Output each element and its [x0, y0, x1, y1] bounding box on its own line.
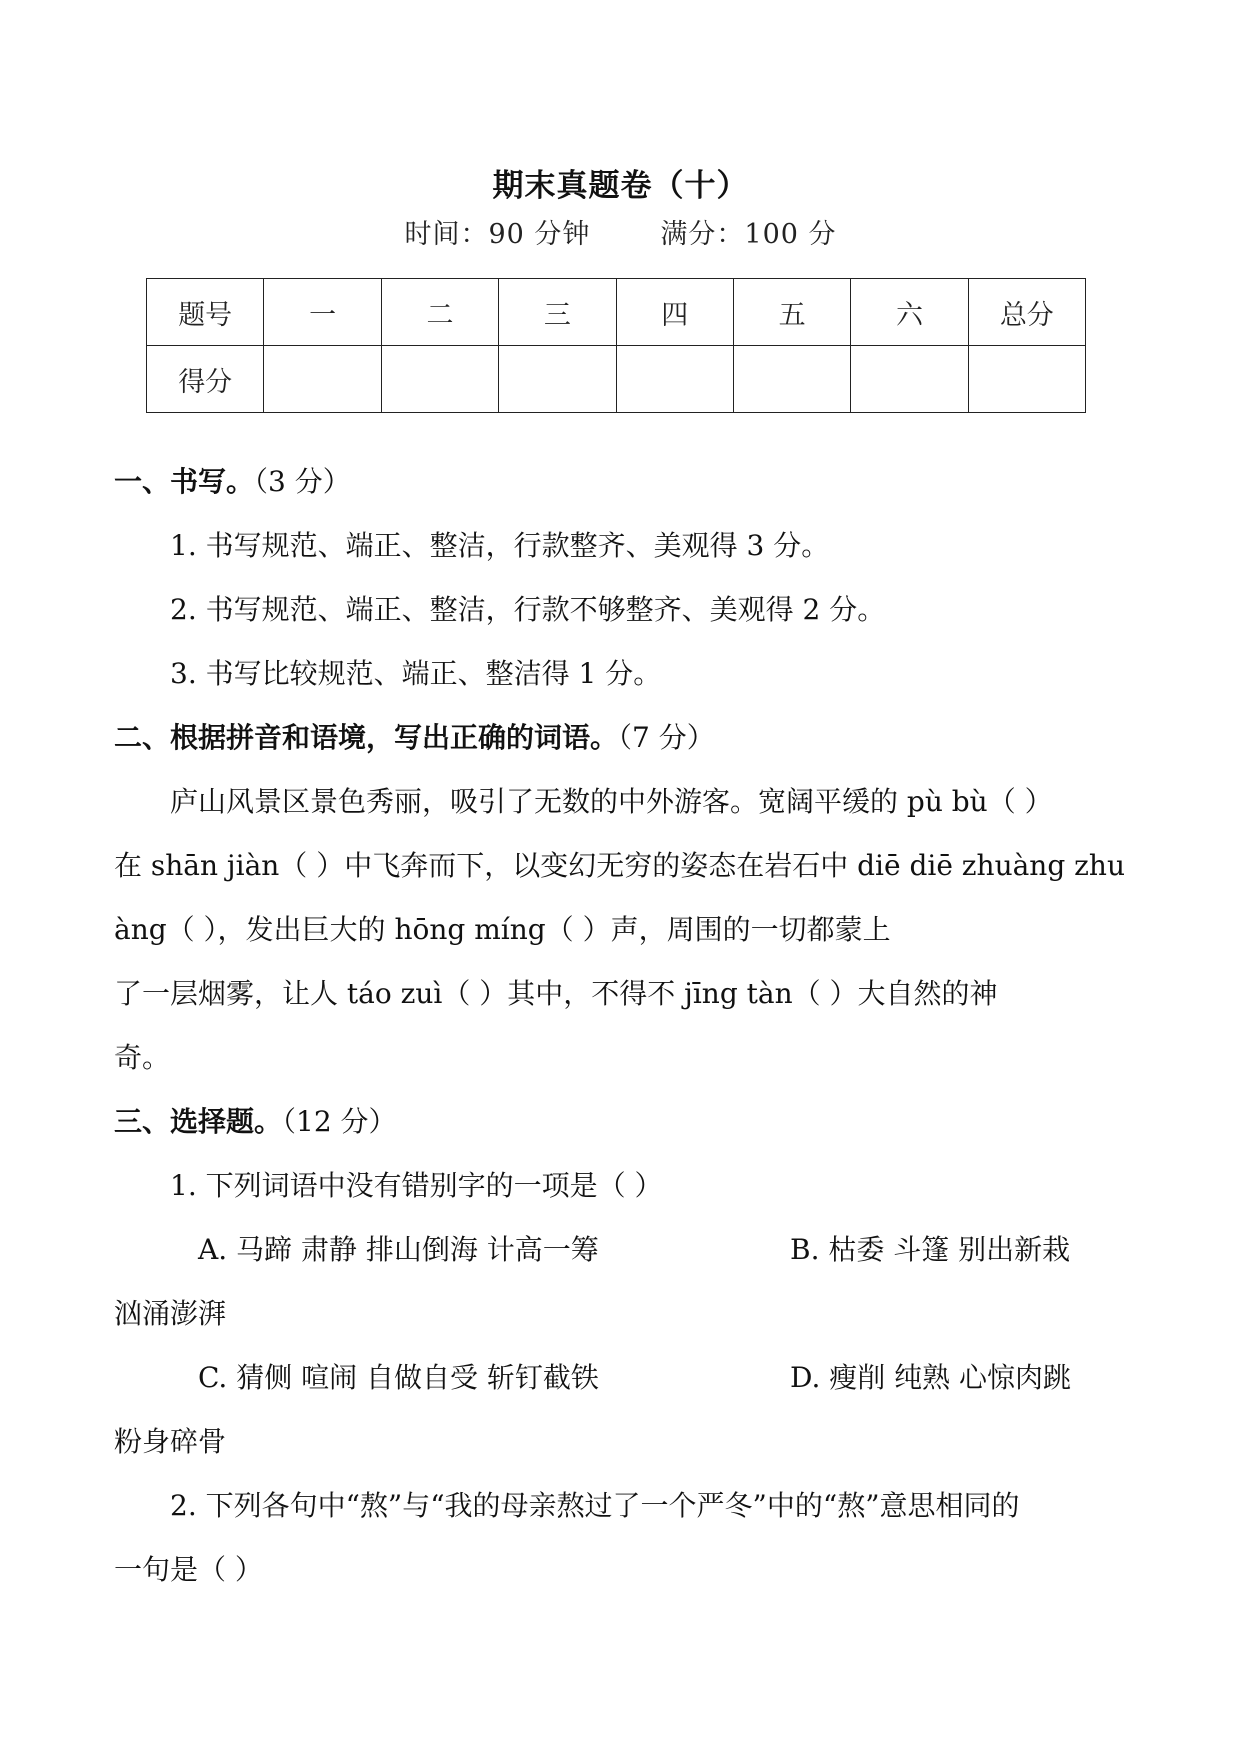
section1-item: 1. 书写规范、端正、整洁，行款整齐、美观得 3 分。 [170, 529, 830, 562]
section2-line: 在 shān jiàn（ ）中飞奔而下，以变幻无穷的姿态在岩石中 diē diē zhuàng zhu [114, 849, 1125, 882]
score-header-cell: 六 [851, 279, 968, 346]
score-cell[interactable] [264, 346, 381, 413]
score-table-score-row [147, 346, 1086, 413]
section2-title: 二、根据拼音和语境，写出正确的词语。 [114, 721, 619, 754]
score-header-cell: 一 [264, 279, 381, 346]
section2-line: 了一层烟雾，让人 táo zuì（ ）其中，不得不 jīng tàn（ ）大自然的神 [114, 977, 998, 1010]
exam-time: 时间：90 分钟 [404, 219, 591, 250]
section3-heading [114, 1100, 397, 1140]
section2-line: 奇。 [114, 1041, 171, 1074]
q1-option-c: C. 猜侧 喧闹 自做自受 斩钉截铁 [198, 1361, 599, 1394]
score-header-cell: 三 [499, 279, 616, 346]
score-cell[interactable] [499, 346, 616, 413]
score-cell[interactable] [968, 346, 1085, 413]
score-table-header-row [147, 279, 1086, 346]
score-header-cell: 总分 [968, 279, 1085, 346]
score-cell[interactable] [851, 346, 968, 413]
score-table [146, 278, 1086, 413]
exam-full-score: 满分：100 分 [660, 219, 837, 250]
section1-item: 2. 书写规范、端正、整洁，行款不够整齐、美观得 2 分。 [170, 593, 886, 626]
section1-item: 3. 书写比较规范、端正、整洁得 1 分。 [170, 657, 662, 690]
section3-points: （12 分） [282, 1105, 397, 1138]
q1-option-b-continued: 汹涌澎湃 [114, 1297, 227, 1330]
q2-stem: 2. 下列各句中“熬”与“我的母亲熬过了一个严冬”中的“熬”意思相同的 [170, 1489, 1020, 1522]
section3-title: 三、选择题。 [114, 1105, 283, 1138]
section1-title: 一、书写。 [114, 465, 255, 498]
exam-title: 期末真题卷（十） [492, 168, 749, 204]
score-cell[interactable] [733, 346, 850, 413]
section2-heading [114, 716, 715, 756]
score-header-cell: 二 [381, 279, 498, 346]
score-cell[interactable] [381, 346, 498, 413]
q1-option-d: D. 瘦削 纯熟 心惊肉跳 [790, 1361, 1072, 1394]
section1-points: （3 分） [254, 465, 351, 498]
exam-subtitle [0, 212, 1241, 251]
q2-stem-continued: 一句是（ ） [114, 1553, 263, 1586]
section2-line: àng（ ），发出巨大的 hōng míng（ ）声，周围的一切都蒙上 [114, 913, 891, 946]
score-row-label: 得分 [147, 346, 264, 413]
q1-option-a: A. 马蹄 肃静 排山倒海 计高一筹 [198, 1233, 599, 1266]
section2-points: （7 分） [618, 721, 715, 754]
score-header-cell: 五 [733, 279, 850, 346]
score-header-cell: 四 [616, 279, 733, 346]
q1-option-b: B. 枯委 斗篷 别出新栽 [790, 1233, 1071, 1266]
q1-stem: 1. 下列词语中没有错别字的一项是（ ） [170, 1169, 663, 1202]
section1-heading [114, 460, 351, 500]
score-cell[interactable] [616, 346, 733, 413]
section2-line: 庐山风景区景色秀丽，吸引了无数的中外游客。宽阔平缓的 pù bù（ ） [170, 785, 1053, 818]
q1-option-d-continued: 粉身碎骨 [114, 1425, 227, 1458]
score-header-cell: 题号 [147, 279, 264, 346]
